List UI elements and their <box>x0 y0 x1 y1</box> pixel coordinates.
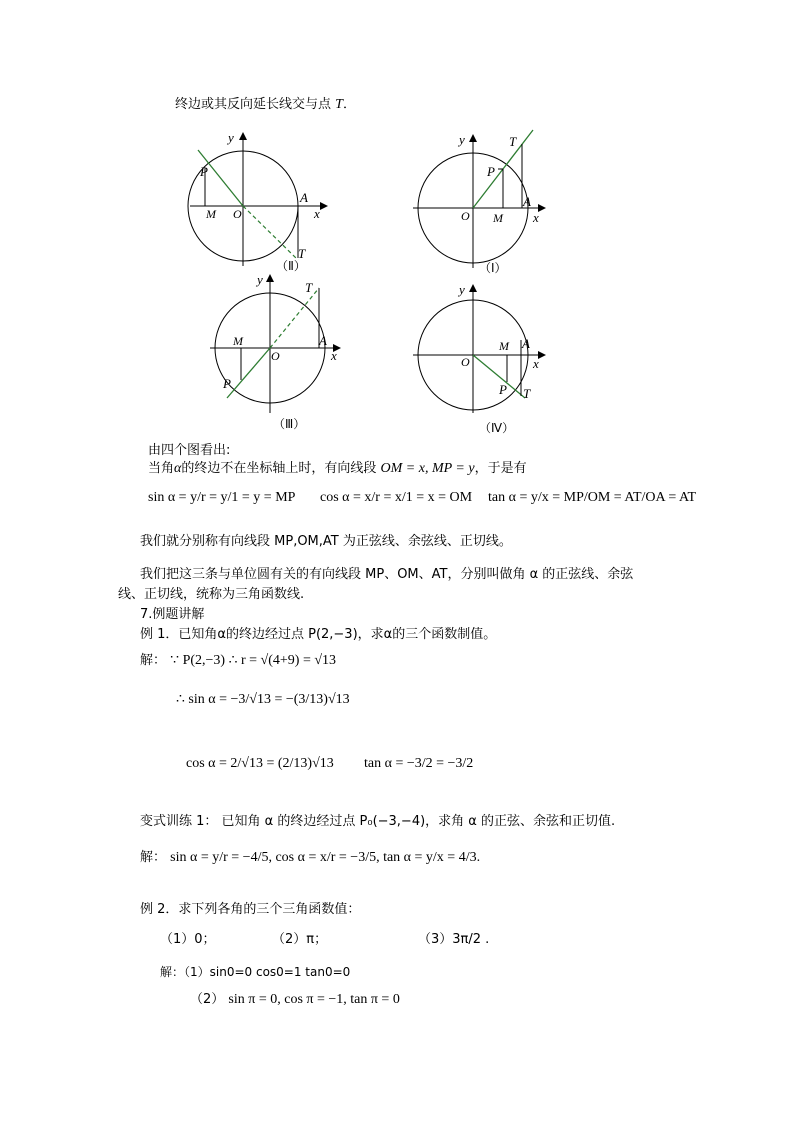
intro-line: 终边或其反向延长线交与点 T． <box>175 97 356 112</box>
diagram-quadrant-4 <box>405 278 565 438</box>
origin-label: O <box>271 349 280 363</box>
example-1-solution <box>140 653 336 669</box>
example-1-cos: cos α = 2/√13 = (2/13)√13 <box>186 756 334 771</box>
diagram-caption: （Ⅲ） <box>273 417 306 431</box>
point-t-label: T <box>509 134 517 149</box>
diagram-caption: （Ⅳ） <box>479 421 515 435</box>
radius-formula: ∵ P(2,−3) ∴ r = √(4+9) = √13 <box>170 653 337 668</box>
point-p-label: P <box>223 376 231 391</box>
origin-label: O <box>233 207 242 221</box>
point-a-label: A <box>300 190 308 205</box>
when-post: ，于是有 <box>474 461 527 476</box>
when-mid: 的终边不在坐标轴上时，有向线段 <box>181 461 377 476</box>
solution-label: 解： <box>140 850 167 865</box>
example-2-item-2: （2）π； <box>272 932 328 947</box>
paragraph-line-2: 线、正切线，统称为三角函数线. <box>118 587 305 602</box>
axis-x-label: x <box>331 348 337 363</box>
example-1-sin: ∴ sin α = −3/√13 = −(3/13)√13 <box>176 692 350 707</box>
item-label: （2） <box>190 992 225 1007</box>
section-heading: 7.例题讲解 <box>140 607 205 622</box>
point-t-label: T <box>298 246 306 261</box>
point-t-label: T <box>523 386 531 401</box>
axis-x-label: x <box>533 356 539 371</box>
point-p-label: P <box>487 164 495 179</box>
variant-text: 已知角 α 的终边经过点 P₀(−3,−4)，求角 α 的正弦、余弦和正切值. <box>221 814 616 829</box>
named-lines-paragraph: 我们就分别称有向线段 MP,OM,AT 为正弦线、余弦线、正切线。 <box>140 534 512 549</box>
sin-formula: sin α = y/r = y/1 = y = MP <box>148 490 296 505</box>
observe-line: 由四个图看出: <box>148 443 231 458</box>
when-line <box>148 461 527 477</box>
point-p-label: P <box>200 164 208 179</box>
when-pre: 当角 <box>148 461 175 476</box>
paragraph-line-1: 我们把这三条与单位圆有关的有向线段 MP、OM、AT，分别叫做角 α 的正弦线、余弦 <box>140 567 634 582</box>
variant-label: 变式训练 1： <box>140 814 218 829</box>
axis-x-label: x <box>533 210 539 225</box>
origin-label: O <box>461 355 470 369</box>
variant-exercise <box>140 814 615 830</box>
axis-y-label: y <box>459 282 465 297</box>
diagram-caption: （Ⅱ） <box>276 259 306 273</box>
example-1-tan: tan α = −3/2 = −3/2 <box>364 756 474 771</box>
example-2-solution-1: 解：（1）sin0=0 cos0=1 tan0=0 <box>160 965 351 979</box>
point-m-label: M <box>499 339 509 353</box>
diagram-quadrant-1 <box>405 128 565 278</box>
om-mp-formula: OM = x, MP = y <box>380 461 475 476</box>
point-m-label: M <box>206 207 216 221</box>
point-m-label: M <box>493 211 503 225</box>
point-p-label: P <box>499 382 507 397</box>
diagram-quadrant-2 <box>180 128 340 278</box>
tan-formula: tan α = y/x = MP/OM = AT/OA = AT <box>488 490 697 505</box>
axis-y-label: y <box>257 272 263 287</box>
origin-label: O <box>461 209 470 223</box>
point-a-label: A <box>319 333 327 348</box>
intro-text: 终边或其反向延长线交与点 <box>175 97 332 112</box>
pi-formula: sin π = 0, cos π = −1, tan π = 0 <box>228 992 400 1007</box>
variant-formula: sin α = y/r = −4/5, cos α = x/r = −3/5, tan α = y/x = 4/3. <box>170 850 481 865</box>
point-m-label: M <box>233 334 243 348</box>
example-2: 例 2．求下列各角的三个三角函数值： <box>140 902 361 917</box>
diagram-caption: （Ⅰ） <box>479 261 507 275</box>
alpha-symbol: α <box>174 461 182 476</box>
intro-point: T <box>335 97 343 112</box>
example-2-item-3: （3）3π/2 . <box>418 932 490 947</box>
point-a-label: A <box>523 194 531 209</box>
example-2-item-1: （1）0； <box>160 932 216 947</box>
point-t-label: T <box>305 280 313 295</box>
diagram-quadrant-3 <box>205 268 355 438</box>
solution-label: 解： <box>140 653 167 668</box>
point-a-label: A <box>522 336 530 351</box>
axis-y-label: y <box>459 132 465 147</box>
axis-y-label: y <box>228 130 234 145</box>
example-2-solution-2 <box>190 992 400 1008</box>
axis-x-label: x <box>314 206 320 221</box>
variant-solution <box>140 850 480 866</box>
cos-formula: cos α = x/r = x/1 = x = OM <box>320 490 473 505</box>
example-1: 例 1．已知角α的终边经过点 P(2,−3)，求α的三个函数制值。 <box>140 627 497 642</box>
